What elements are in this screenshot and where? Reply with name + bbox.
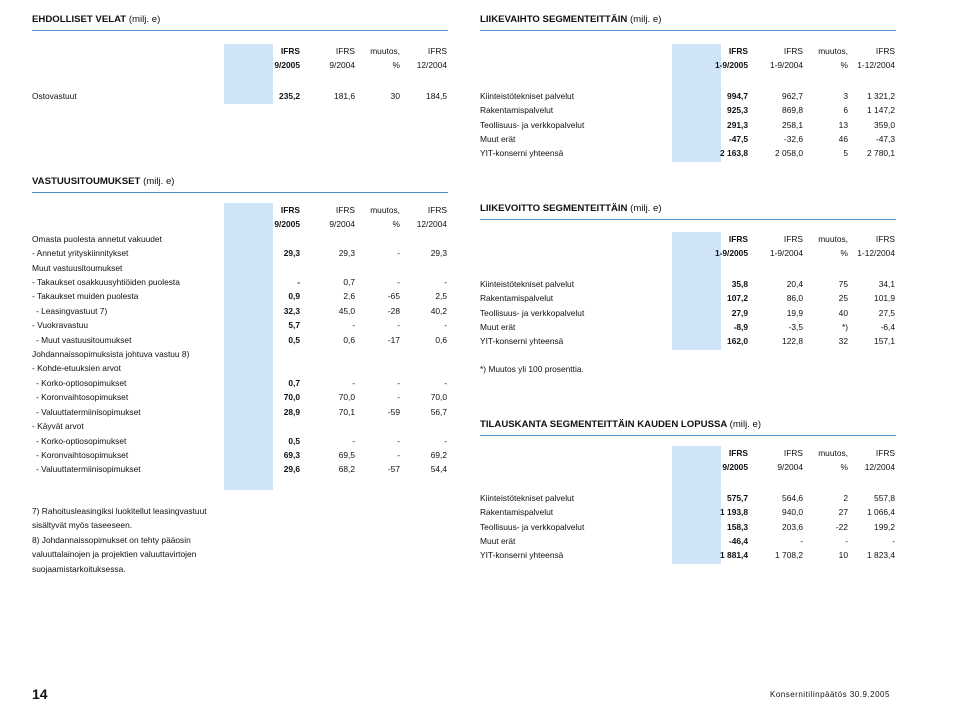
- table-cell: -59: [387, 406, 400, 417]
- row-label: - Muut vastuusitoumukset: [36, 334, 132, 345]
- table-cell: -: [397, 277, 400, 288]
- column-header: IFRS: [875, 448, 895, 458]
- table-cell: [355, 261, 400, 275]
- column-header: muutos,: [370, 205, 400, 215]
- table-cell: -32,6: [783, 134, 803, 145]
- column-header: muutos,: [818, 46, 848, 56]
- table-cell: 0,9: [288, 291, 300, 302]
- header-row: [32, 44, 447, 58]
- table-cell: 19,9: [786, 307, 803, 318]
- table-cell: 940,0: [782, 507, 803, 518]
- table-cell: 20,4: [786, 278, 803, 289]
- column-header: IFRS: [783, 46, 803, 56]
- table-cell: 32: [838, 336, 848, 347]
- table-cell: [300, 347, 355, 361]
- column-header: muutos,: [818, 234, 848, 244]
- row-label: - Valuuttatermiinisopimukset: [36, 464, 141, 475]
- table-cell: -: [397, 392, 400, 403]
- section-rule: [480, 30, 896, 31]
- column-header: IFRS: [728, 46, 748, 56]
- row-label: Teollisuus- ja verkkopalvelut: [480, 119, 585, 130]
- table-cell: 2,5: [435, 291, 447, 302]
- table-cell: 1 881,4: [720, 550, 748, 561]
- table-cell: -57: [387, 464, 400, 475]
- table-row: [480, 103, 895, 117]
- column-header: IFRS: [427, 205, 447, 215]
- column-header: 12/2004: [416, 219, 447, 230]
- table-cell: 6: [843, 105, 848, 116]
- column-header: 9/2005: [722, 462, 748, 473]
- header-row: [480, 44, 895, 58]
- header-spacer: [480, 44, 689, 58]
- table-cell: 35,8: [731, 278, 748, 289]
- table-cell: 5,7: [288, 320, 300, 331]
- header-row: [32, 58, 447, 72]
- order-backlog-table: [480, 446, 895, 563]
- header-spacer: [480, 460, 689, 474]
- table-row: [32, 304, 447, 318]
- table-row: [32, 232, 447, 246]
- table-cell: -: [352, 320, 355, 331]
- table-cell: -6,4: [880, 322, 895, 333]
- table-cell: -: [444, 320, 447, 331]
- column-header: 9/2004: [329, 60, 355, 71]
- column-header: %: [840, 60, 848, 71]
- table-row: [480, 306, 895, 320]
- table-row: [32, 333, 447, 347]
- table-cell: [400, 261, 447, 275]
- table-cell: 107,2: [727, 293, 748, 304]
- table-cell: [241, 232, 300, 246]
- row-label: - Korko-optiosopimukset: [36, 377, 127, 388]
- footer-title: Konsernitilinpäätös 30.9.2005: [770, 690, 890, 699]
- table-row: [32, 434, 447, 448]
- column-header: %: [392, 219, 400, 230]
- row-label: Rakentamispalvelut: [480, 293, 554, 304]
- table-cell: -: [352, 377, 355, 388]
- table-row: [32, 261, 447, 275]
- row-label: Muut erät: [480, 536, 516, 547]
- order-backlog-title: TILAUSKANTA SEGMENTEITTÄIN KAUDEN LOPUSSA (milj. e): [480, 419, 762, 430]
- table-cell: [241, 419, 300, 433]
- table-cell: [355, 347, 400, 361]
- table-cell: 13: [838, 119, 848, 130]
- table-cell: 56,7: [430, 406, 447, 417]
- table-cell: 0,6: [435, 334, 447, 345]
- table-row: [32, 376, 447, 390]
- table-cell: 0,5: [288, 435, 300, 446]
- column-header: 9/2004: [329, 219, 355, 230]
- table-cell: -17: [387, 334, 400, 345]
- row-label: Kiinteistötekniset palvelut: [480, 492, 575, 503]
- table-cell: -: [297, 277, 300, 288]
- row-label: Rakentamispalvelut: [480, 507, 554, 518]
- row-label: Ostovastuut: [32, 90, 77, 101]
- commitments-footnotes: [32, 504, 207, 576]
- table-cell: 925,3: [727, 105, 748, 116]
- header-spacer: [480, 232, 689, 246]
- column-header: %: [392, 60, 400, 71]
- table-cell: 0,6: [343, 334, 355, 345]
- table-cell: -: [397, 449, 400, 460]
- table-cell: 1 193,8: [720, 507, 748, 518]
- column-header: IFRS: [280, 46, 300, 56]
- table-cell: [400, 347, 447, 361]
- table-cell: [355, 232, 400, 246]
- table-row: [480, 520, 895, 534]
- table-row: [480, 491, 895, 505]
- table-cell: 122,8: [782, 336, 803, 347]
- row-label: - Käyvät arvot: [32, 421, 84, 432]
- table-cell: 70,0: [430, 392, 447, 403]
- header-row: [480, 232, 895, 246]
- table-row: [32, 462, 447, 476]
- row-label: - Takaukset osakkuusyhtiöiden puolesta: [32, 277, 180, 288]
- table-cell: -: [444, 277, 447, 288]
- column-header: 9/2005: [274, 219, 300, 230]
- header-spacer: [480, 446, 689, 460]
- table-row: [480, 320, 895, 334]
- table-cell: 235,2: [279, 90, 300, 101]
- header-spacer: [32, 44, 241, 58]
- column-header: IFRS: [280, 205, 300, 215]
- spacer-row: [32, 73, 447, 89]
- column-header: IFRS: [875, 234, 895, 244]
- table-row: [480, 146, 895, 160]
- table-cell: 70,0: [338, 392, 355, 403]
- table-cell: -47,5: [728, 134, 748, 145]
- table-cell: 10: [838, 550, 848, 561]
- revenue-by-segment-table: [480, 44, 895, 161]
- column-header: IFRS: [783, 448, 803, 458]
- table-row: [480, 505, 895, 519]
- table-cell: 1 823,4: [867, 550, 895, 561]
- table-row: [480, 132, 895, 146]
- table-row: [480, 89, 895, 103]
- table-row: [480, 548, 895, 562]
- table-cell: [241, 347, 300, 361]
- row-label: - Valuuttatermiinisopimukset: [36, 406, 141, 417]
- table-cell: -22: [835, 521, 848, 532]
- page-number: 14: [32, 686, 48, 702]
- table-cell: 0,5: [288, 334, 300, 345]
- table-row: [32, 448, 447, 462]
- table-cell: 184,5: [426, 90, 447, 101]
- table-cell: 2 780,1: [867, 148, 895, 159]
- header-row: [480, 460, 895, 474]
- table-row: [32, 405, 447, 419]
- table-cell: 40,2: [430, 305, 447, 316]
- row-label: - Vuokravastuu: [32, 320, 89, 331]
- table-cell: -46,4: [728, 536, 748, 547]
- table-cell: 2: [843, 492, 848, 503]
- contingent-liabilities-table: [32, 44, 447, 103]
- table-cell: -: [352, 435, 355, 446]
- table-cell: 1 321,2: [867, 90, 895, 101]
- row-label: Teollisuus- ja verkkopalvelut: [480, 307, 585, 318]
- column-header: IFRS: [728, 234, 748, 244]
- table-row: [32, 89, 447, 103]
- row-label: Kiinteistötekniset palvelut: [480, 278, 575, 289]
- column-header: muutos,: [370, 46, 400, 56]
- column-header: 1-9/2005: [714, 60, 748, 71]
- header-spacer: [480, 58, 689, 72]
- table-cell: 359,0: [874, 119, 895, 130]
- table-cell: 27,9: [731, 307, 748, 318]
- footnote-line: 8) Johdannaissopimukset on tehty pääosin: [32, 534, 191, 545]
- table-row: [480, 118, 895, 132]
- column-header: IFRS: [335, 205, 355, 215]
- table-cell: 29,6: [283, 464, 300, 475]
- table-cell: 70,1: [338, 406, 355, 417]
- table-cell: [355, 361, 400, 375]
- footnote-line: sisältyvät myös taseeseen.: [32, 520, 133, 531]
- table-cell: 564,6: [782, 492, 803, 503]
- operating-profit-footnote: *) Muutos yli 100 prosenttia.: [480, 364, 584, 374]
- table-cell: -: [444, 435, 447, 446]
- table-cell: 101,9: [874, 293, 895, 304]
- table-cell: -8,9: [733, 322, 748, 333]
- table-cell: 2 058,0: [775, 148, 803, 159]
- table-cell: -28: [387, 305, 400, 316]
- table-cell: -: [397, 435, 400, 446]
- commitments-table: [32, 203, 447, 477]
- table-cell: 0,7: [288, 377, 300, 388]
- table-cell: [400, 361, 447, 375]
- table-cell: 29,3: [283, 248, 300, 259]
- header-row: [480, 246, 895, 260]
- table-row: [32, 347, 447, 361]
- row-label: - Koronvaihtosopimukset: [36, 449, 129, 460]
- row-label: Johdannaissopimuksista johtuva vastuu 8): [32, 349, 190, 360]
- spacer-row: [480, 261, 895, 277]
- table-cell: 27: [838, 507, 848, 518]
- table-cell: 45,0: [338, 305, 355, 316]
- column-header: 1-9/2004: [769, 60, 803, 71]
- table-row: [32, 289, 447, 303]
- table-row: [480, 277, 895, 291]
- table-row: [32, 246, 447, 260]
- table-cell: 69,5: [338, 449, 355, 460]
- header-spacer: [32, 58, 241, 72]
- table-cell: [300, 419, 355, 433]
- table-cell: 575,7: [727, 492, 748, 503]
- table-cell: 181,6: [334, 90, 355, 101]
- column-header: IFRS: [783, 234, 803, 244]
- table-cell: -: [397, 320, 400, 331]
- table-cell: 75: [838, 278, 848, 289]
- table-row: [32, 318, 447, 332]
- row-label: - Korko-optiosopimukset: [36, 435, 127, 446]
- table-cell: 28,9: [283, 406, 300, 417]
- table-cell: [355, 419, 400, 433]
- table-cell: -65: [387, 291, 400, 302]
- row-label: YIT-konserni yhteensä: [480, 148, 564, 159]
- table-row: [32, 390, 447, 404]
- row-label: Omasta puolesta annetut vakuudet: [32, 233, 162, 244]
- column-header: muutos,: [818, 448, 848, 458]
- table-cell: *): [841, 322, 848, 333]
- table-cell: [300, 232, 355, 246]
- table-cell: 158,3: [727, 521, 748, 532]
- table-cell: 54,4: [430, 464, 447, 475]
- section-rule: [480, 435, 896, 436]
- row-label: Muut erät: [480, 134, 516, 145]
- row-label: Muut vastuusitoumukset: [32, 262, 123, 273]
- table-cell: 2,6: [343, 291, 355, 302]
- header-spacer: [480, 246, 689, 260]
- footnote-line: 7) Rahoitusleasingiksi luokitellut leasingvastuut: [32, 506, 207, 516]
- column-header: IFRS: [335, 46, 355, 56]
- contingent-liabilities-title: EHDOLLISET VELAT (milj. e): [32, 14, 161, 25]
- table-cell: 69,3: [283, 449, 300, 460]
- table-cell: -: [397, 377, 400, 388]
- table-cell: 291,3: [727, 119, 748, 130]
- table-cell: 69,2: [430, 449, 447, 460]
- table-cell: 869,8: [782, 105, 803, 116]
- spacer-row: [480, 475, 895, 491]
- table-row: [32, 419, 447, 433]
- table-cell: 29,3: [430, 248, 447, 259]
- column-header: 9/2004: [777, 462, 803, 473]
- table-cell: [400, 419, 447, 433]
- table-cell: 30: [390, 90, 400, 101]
- row-label: Teollisuus- ja verkkopalvelut: [480, 521, 585, 532]
- column-header: 1-12/2004: [857, 248, 895, 259]
- table-cell: [300, 361, 355, 375]
- table-row: [480, 334, 895, 348]
- row-label: YIT-konserni yhteensä: [480, 550, 564, 561]
- table-cell: [300, 261, 355, 275]
- row-label: YIT-konserni yhteensä: [480, 336, 564, 347]
- table-cell: 199,2: [874, 521, 895, 532]
- table-cell: 1 708,2: [775, 550, 803, 561]
- row-label: Kiinteistötekniset palvelut: [480, 90, 575, 101]
- row-label: - Takaukset muiden puolesta: [32, 291, 139, 302]
- table-cell: [400, 232, 447, 246]
- table-cell: -: [845, 536, 848, 547]
- table-cell: 40: [838, 307, 848, 318]
- table-cell: 162,0: [727, 336, 748, 347]
- section-rule: [480, 219, 896, 220]
- table-cell: 0,7: [343, 277, 355, 288]
- column-header: 1-9/2004: [769, 248, 803, 259]
- table-cell: 994,7: [727, 90, 748, 101]
- section-rule: [32, 192, 448, 193]
- table-cell: 70,0: [283, 392, 300, 403]
- column-header: IFRS: [875, 46, 895, 56]
- table-cell: 34,1: [878, 278, 895, 289]
- operating-profit-by-segment-table: [480, 232, 895, 349]
- table-cell: 962,7: [782, 90, 803, 101]
- spacer-row: [480, 73, 895, 89]
- row-label: Muut erät: [480, 322, 516, 333]
- table-cell: -47,3: [875, 134, 895, 145]
- row-label: - Leasingvastuut 7): [36, 305, 108, 316]
- header-spacer: [32, 203, 241, 217]
- column-header: %: [840, 462, 848, 473]
- table-cell: 29,3: [338, 248, 355, 259]
- table-cell: 46: [838, 134, 848, 145]
- row-label: - Koronvaihtosopimukset: [36, 392, 129, 403]
- table-cell: 5: [843, 148, 848, 159]
- table-row: [32, 361, 447, 375]
- table-cell: 258,1: [782, 119, 803, 130]
- table-cell: 1 147,2: [867, 105, 895, 116]
- row-label: Rakentamispalvelut: [480, 105, 554, 116]
- column-header: IFRS: [728, 448, 748, 458]
- footnote-line: valuuttalainojen ja projektien valuuttavirtojen: [32, 549, 197, 560]
- table-row: [32, 275, 447, 289]
- table-cell: 68,2: [338, 464, 355, 475]
- revenue-by-segment-title: LIIKEVAIHTO SEGMENTEITTÄIN (milj. e): [480, 14, 662, 25]
- column-header: IFRS: [427, 46, 447, 56]
- table-row: [480, 534, 895, 548]
- table-cell: -: [444, 377, 447, 388]
- header-spacer: [32, 217, 241, 231]
- column-header: 12/2004: [864, 462, 895, 473]
- row-label: - Kohde-etuuksien arvot: [32, 363, 121, 374]
- table-cell: 157,1: [874, 336, 895, 347]
- table-cell: 1 066,4: [867, 507, 895, 518]
- table-cell: 27,5: [878, 307, 895, 318]
- column-header: 12/2004: [416, 60, 447, 71]
- header-row: [32, 217, 447, 231]
- table-cell: -3,5: [788, 322, 803, 333]
- header-row: [480, 446, 895, 460]
- table-cell: 25: [838, 293, 848, 304]
- header-row: [480, 58, 895, 72]
- table-cell: 2 163,8: [720, 148, 748, 159]
- table-cell: -: [800, 536, 803, 547]
- table-cell: 203,6: [782, 521, 803, 532]
- row-label: - Annetut yrityskiinnitykset: [32, 248, 129, 259]
- table-row: [480, 291, 895, 305]
- column-header: 9/2005: [274, 60, 300, 71]
- table-cell: 32,3: [283, 305, 300, 316]
- table-cell: -: [397, 248, 400, 259]
- header-row: [32, 203, 447, 217]
- footnote-line: suojaamistarkoituksessa.: [32, 563, 126, 574]
- section-rule: [32, 30, 448, 31]
- table-cell: [241, 361, 300, 375]
- table-cell: 3: [843, 90, 848, 101]
- table-cell: 557,8: [874, 492, 895, 503]
- column-header: 1-9/2005: [714, 248, 748, 259]
- column-header: 1-12/2004: [857, 60, 895, 71]
- operating-profit-by-segment-title: LIIKEVOITTO SEGMENTEITTÄIN (milj. e): [480, 203, 662, 214]
- table-cell: [241, 261, 300, 275]
- commitments-title: VASTUUSITOUMUKSET (milj. e): [32, 176, 175, 187]
- table-cell: -: [892, 536, 895, 547]
- table-cell: 86,0: [786, 293, 803, 304]
- column-header: %: [840, 248, 848, 259]
